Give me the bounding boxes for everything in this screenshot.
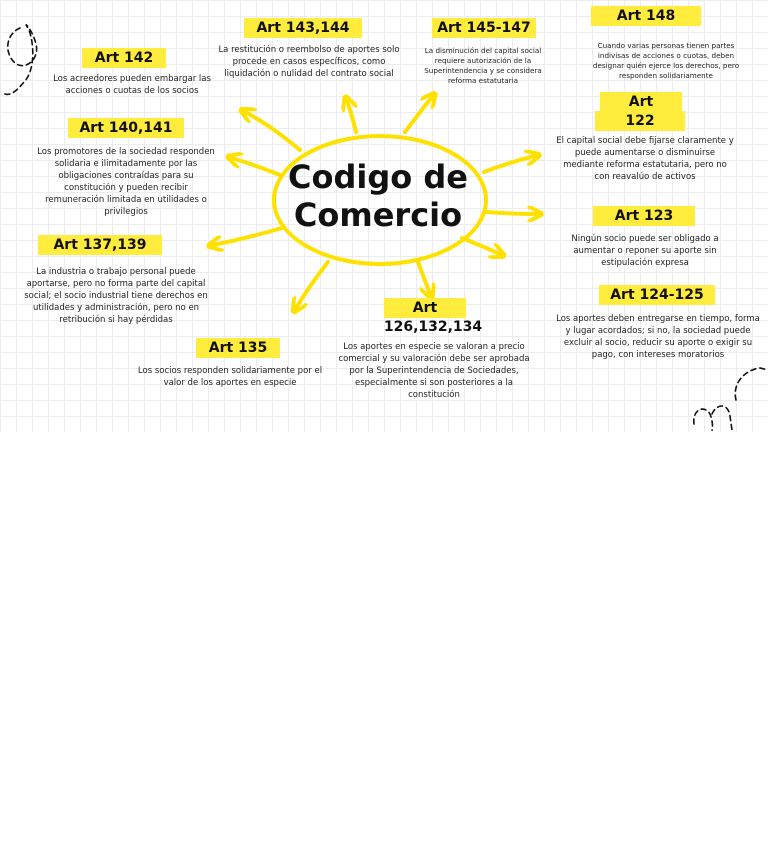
arrow-art-135 <box>296 262 328 308</box>
desc-art-124: Los aportes deben entregarse en tiempo, forma y lugar acordados; si no, la sociedad puede excluir al socio, reducir su aporte o exigir su pago, con intereses moratorios <box>556 314 760 360</box>
desc-art-126: Los aportes en especie se valoran a precio comercial y su valoración debe ser aprobada por la Superintendencia de Sociedades, especialmente si son posteriores a la constitución <box>338 342 530 400</box>
arrow-art-124 <box>462 238 500 254</box>
tag-art-145: Art 145-147 <box>432 18 536 38</box>
tag-art-126-line2: 126,132,134 <box>383 319 483 335</box>
arrow-art-145 <box>405 97 432 132</box>
arrow-art-137 <box>213 228 282 245</box>
tag-art-142: Art 142 <box>82 48 166 68</box>
doodle-bottom-right <box>694 368 768 430</box>
center-title: Codigo de Comercio <box>288 158 468 234</box>
tag-art-143: Art 143,144 <box>244 18 362 38</box>
desc-art-122: El capital social debe fijarse claramente y puede aumentarse o disminuirse mediante reforma estatutaria, pero no con reavalúo de activos <box>556 136 734 182</box>
arrow-art-140 <box>232 158 280 175</box>
tag-art-123: Art 123 <box>593 206 695 226</box>
tag-art-148: Art 148 <box>591 6 701 26</box>
arrow-art-122 <box>484 156 535 172</box>
arrow-art-126 <box>418 262 430 294</box>
tag-art-140: Art 140,141 <box>68 118 184 138</box>
tag-art-137: Art 137,139 <box>38 235 162 255</box>
tag-art-135: Art 135 <box>196 338 280 358</box>
desc-art-148: Cuando varias personas tienen partes indivisas de acciones o cuotas, deben designar quién ejerce los derechos, pero responden solidariamente <box>592 41 740 80</box>
doodle-top-left <box>2 25 37 95</box>
tag-art-122-line1: Art <box>600 92 682 112</box>
desc-art-135: Los socios responden solidariamente por el valor de los aportes en especie <box>137 366 323 388</box>
desc-art-123: Ningún socio puede ser obligado a aumentar o reponer su aporte sin estipulación expresa <box>571 234 719 268</box>
desc-art-145: La disminución del capital social requiere autorización de la Superintendencia y se considera reforma estatutaria <box>424 46 542 85</box>
desc-art-142: Los acreedores pueden embargar las acciones o cuotas de los socios <box>53 74 211 96</box>
tag-art-122-line2: 122 <box>595 111 685 131</box>
arrow-art-142 <box>245 112 300 150</box>
tag-art-126-line1: Art <box>384 298 466 318</box>
desc-art-143: La restitución o reembolso de aportes solo procede en casos específicos, como liquidación o nulidad del contrato social <box>218 45 400 79</box>
tag-art-124: Art 124-125 <box>599 285 715 305</box>
arrow-art-143 <box>347 101 356 132</box>
arrow-art-123 <box>487 212 537 214</box>
desc-art-140: Los promotores de la sociedad responden solidaria e ilimitadamente por las obligaciones contraídas para su constitución y pueden recibir remuneración limitada en utilidades o privilegios <box>37 147 215 217</box>
desc-art-137: La industria o trabajo personal puede aportarse, pero no forma parte del capital social; el socio industrial tiene derechos en utilidades y administración, pero no en retribución si hay pérdidas <box>24 267 208 325</box>
